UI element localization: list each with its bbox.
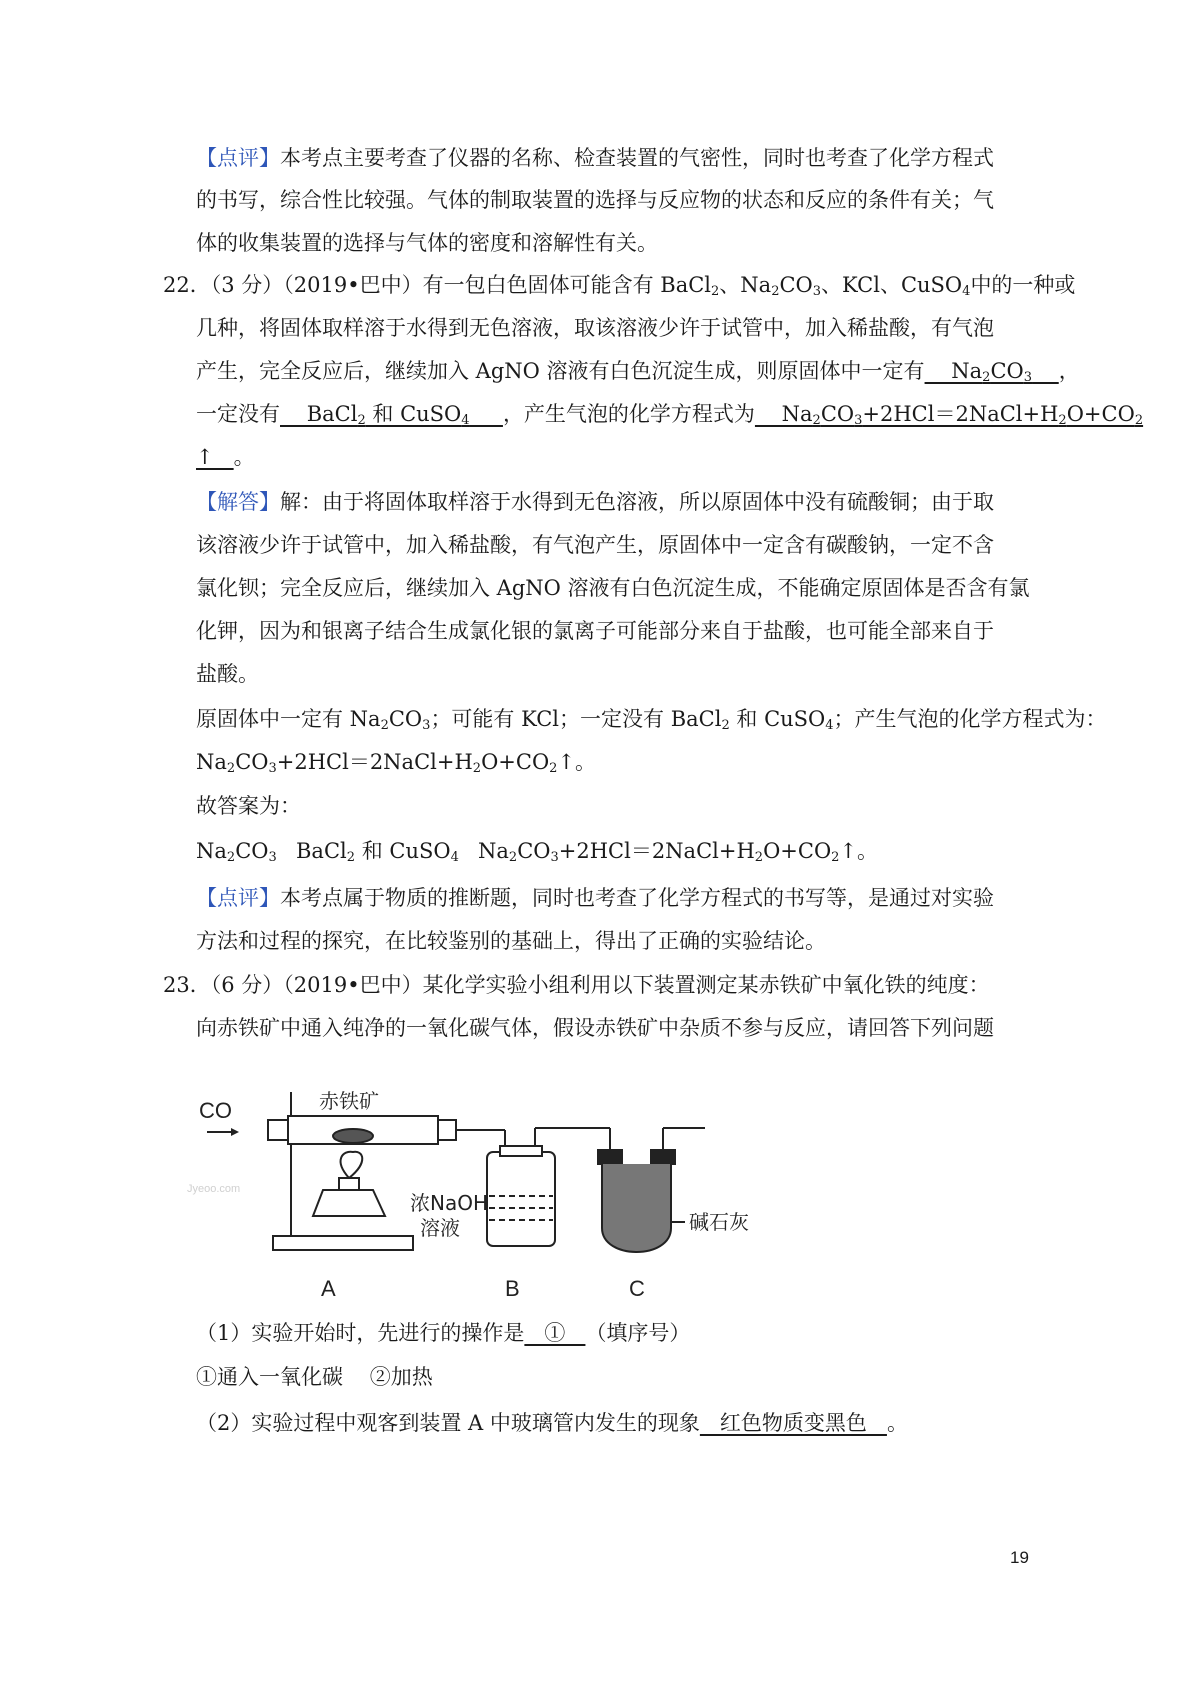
question-22-line: 几种，将固体取样溶于水得到无色溶液，取该溶液少许于试管中，加入稀盐酸，有气泡: [196, 316, 994, 340]
u-tube-stopper-right: [651, 1150, 675, 1164]
answer-paragraph-line: 氯化钡；完全反应后，继续加入 AgNO 溶液有白色沉淀生成，不能确定原固体是否含有氯: [196, 576, 1030, 600]
question-22-line: 产生，完全反应后，继续加入 AgNO 溶液有白色沉淀生成，则原固体中一定有 $Na_2CO_3$ ，: [196, 359, 1080, 385]
question-23-sub-2: （2）实验过程中观客到装置 A 中玻璃管内发生的现象 红色物质变黑色 。: [196, 1411, 908, 1435]
naoh-label: 浓NaOH: [410, 1191, 488, 1215]
soda-lime-u-tube: [602, 1164, 671, 1252]
question-22-line: 一定没有 BaCl$_2$ 和 CuSO$_4$ ，产生气泡的化学方程式为 $Na_2CO_3+2HCl=2NaCl+H_2O+CO_2$: [196, 402, 1144, 428]
answer-blank: $Na_2CO_3+2HCl=2NaCl+H_2O+CO_2$: [754, 402, 1144, 428]
answer-blank: $Na_2CO_3$: [924, 359, 1033, 385]
page-number: 19: [1010, 1548, 1029, 1567]
review-paragraph-line: 的书写，综合性比较强。气体的制取装置的选择与反应物的状态和反应的条件有关；气: [196, 188, 994, 212]
answer-paragraph-line: 故答案为：: [196, 794, 301, 818]
flame: [341, 1152, 363, 1178]
iron-stand-base: [273, 1236, 413, 1250]
final-answer-3: $Na_2CO_3+2HCl=2NaCl+H_2O+CO_2↑$。: [478, 839, 879, 865]
question-22-line: 22．（3 分）（2019•巴中）有一包白色固体可能含有 BaCl$_2$、$Na_2CO_3$、KCl、CuSO$_4$中的一种或: [163, 273, 1076, 299]
answer-paragraph-line: 化钾，因为和银离子结合生成氯化银的氯离子可能部分来自于盐酸，也可能全部来自于: [196, 619, 994, 643]
answer-tag: 【解答】: [196, 490, 280, 514]
answer-blank: ①: [524, 1321, 586, 1345]
apparatus-a-label: A: [321, 1276, 336, 1301]
question-23-line: 向赤铁矿中通入纯净的一氧化碳气体，假设赤铁矿中杂质不参与反应，请回答下列问题: [196, 1016, 994, 1040]
final-answer-1: $Na_2CO_3$: [196, 839, 277, 865]
review-paragraph-line: 【点评】本考点主要考查了仪器的名称、检查装置的气密性，同时也考查了化学方程式: [196, 146, 994, 170]
review-tag: 【点评】: [196, 886, 280, 910]
answer-paragraph-line: $Na_2CO_3+2HCl=2NaCl+H_2O+CO_2↑$。: [196, 750, 597, 776]
question-23-sub-1: （1）实验开始时，先进行的操作是 ① （填序号）: [196, 1321, 691, 1345]
co-label: CO: [199, 1098, 232, 1123]
soda-lime-label: 碱石灰: [689, 1210, 749, 1234]
review-paragraph-line: 体的收集装置的选择与气体的密度和溶解性有关。: [196, 231, 658, 255]
apparatus-c-label: C: [629, 1276, 645, 1301]
naoh-solution-label: 溶液: [420, 1216, 460, 1240]
answer-paragraph-line: 盐酸。: [196, 662, 259, 686]
question-23-options: ①通入一氧化碳 ②加热: [196, 1365, 433, 1389]
review-paragraph-line: 方法和过程的探究，在比较鉴别的基础上，得出了正确的实验结论。: [196, 929, 826, 953]
apparatus-b-label: B: [505, 1276, 520, 1301]
answer-blank: ↑: [196, 445, 234, 469]
alcohol-lamp: [313, 1190, 385, 1216]
apparatus-diagram: [187, 1089, 785, 1305]
hematite-sample: [333, 1129, 373, 1143]
review-paragraph-line: 【点评】本考点属于物质的推断题，同时也考查了化学方程式的书写等，是通过对实验: [196, 886, 994, 910]
hematite-label: 赤铁矿: [319, 1089, 379, 1113]
answer-paragraph-line: 原固体中一定有 $Na_2CO_3$；可能有 KCl；一定没有 BaCl$_2$ 和 CuSO$_4$；产生气泡的化学方程式为：: [196, 707, 1107, 733]
answer-paragraph-line: 【解答】解：由于将固体取样溶于水得到无色溶液，所以原固体中没有硫酸铜；由于取: [196, 490, 994, 514]
answer-paragraph-line: 该溶液少许于试管中，加入稀盐酸，有气泡产生，原固体中一定含有碳酸钠，一定不含: [196, 533, 994, 557]
answer-blank: BaCl$_2$ 和 CuSO$_4$: [280, 402, 470, 428]
answer-blank: 红色物质变黑色: [699, 1411, 887, 1435]
stopper-right: [438, 1120, 456, 1140]
watermark: Jyeoo.com: [187, 1183, 241, 1195]
stopper-left: [268, 1120, 288, 1140]
question-22-line: ↑ 。: [196, 445, 255, 469]
final-answer-2: BaCl$_2$ 和 CuSO$_4$: [296, 839, 459, 865]
review-tag: 【点评】: [196, 146, 280, 170]
u-tube-stopper-left: [598, 1150, 622, 1164]
wash-bottle: [487, 1152, 555, 1246]
question-23-line: 23．（6 分）（2019•巴中）某化学实验小组利用以下装置测定某赤铁矿中氧化铁的纯度：: [163, 973, 990, 997]
